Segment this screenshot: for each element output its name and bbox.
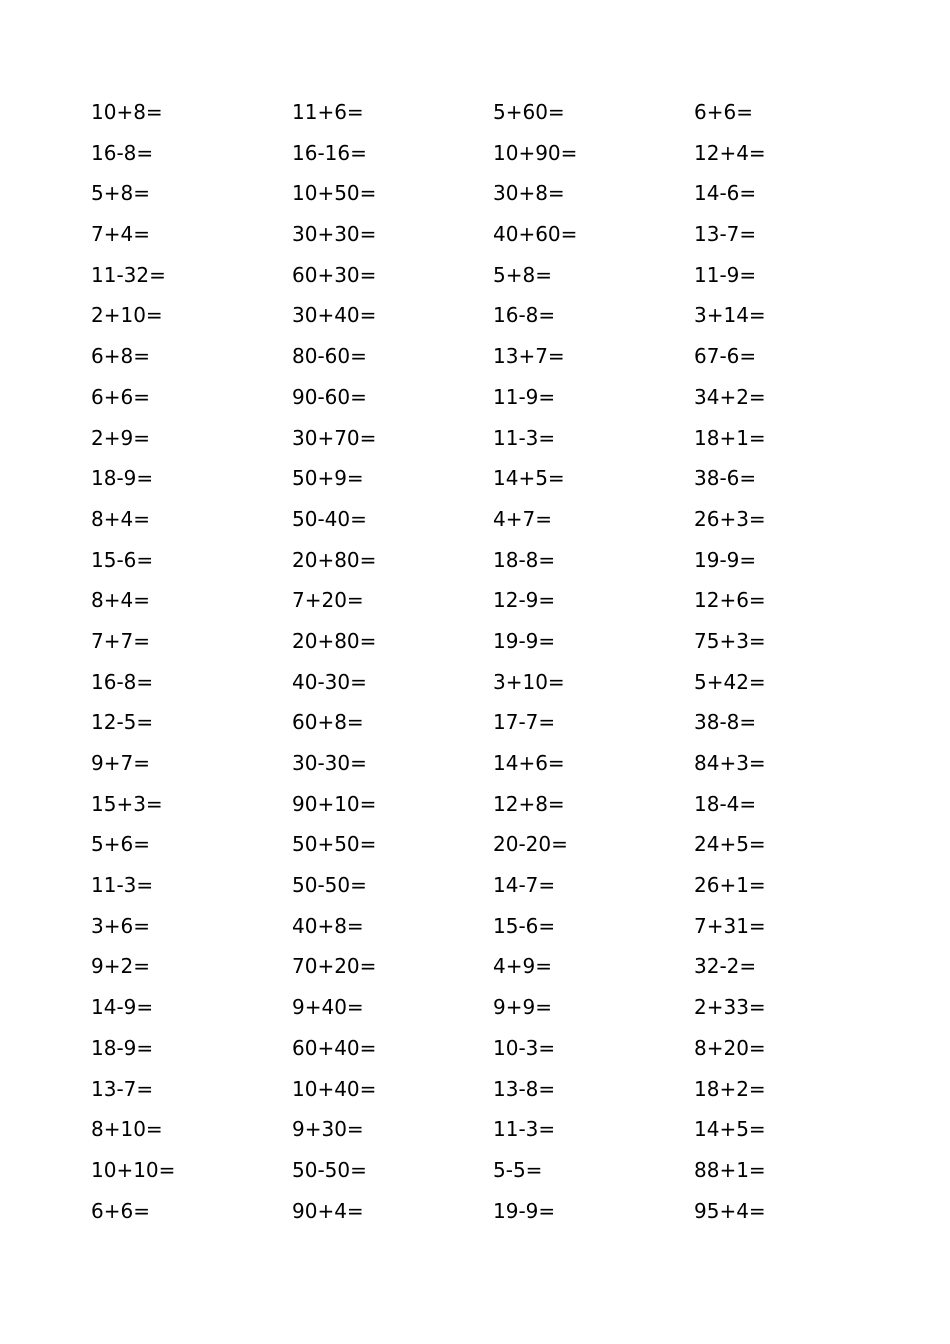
math-problem: 5+42= — [694, 669, 766, 694]
math-problem: 13-7= — [91, 1076, 154, 1101]
math-problem: 16-16= — [292, 140, 367, 165]
math-problem: 88+1= — [694, 1157, 766, 1182]
math-problem: 18-9= — [91, 1035, 154, 1060]
math-problem: 10+90= — [493, 140, 578, 165]
math-problem: 9+40= — [292, 995, 364, 1020]
math-problem: 16-8= — [91, 669, 154, 694]
math-problem: 34+2= — [694, 384, 766, 409]
math-problem: 95+4= — [694, 1198, 766, 1223]
math-problem: 10+40= — [292, 1076, 377, 1101]
math-problem: 5+8= — [91, 181, 150, 206]
math-problem: 4+9= — [493, 954, 552, 979]
math-problem: 50-50= — [292, 1157, 367, 1182]
math-problem: 50+50= — [292, 832, 377, 857]
math-problem: 3+14= — [694, 303, 766, 328]
math-problem: 32-2= — [694, 954, 757, 979]
math-problem: 2+10= — [91, 303, 163, 328]
math-problem: 10+8= — [91, 100, 163, 124]
math-problem: 11+6= — [292, 100, 364, 124]
math-problem: 15-6= — [91, 547, 154, 572]
math-problem: 60+30= — [292, 262, 377, 287]
math-problem: 5+8= — [493, 262, 552, 287]
math-problem: 18-4= — [694, 791, 757, 816]
math-problem: 30+70= — [292, 425, 377, 450]
math-problem: 16-8= — [91, 140, 154, 165]
math-problem: 16-8= — [493, 303, 556, 328]
math-problem: 40+60= — [493, 222, 578, 247]
math-problem: 24+5= — [694, 832, 766, 857]
math-problem: 17-7= — [493, 710, 556, 735]
math-problem: 20+80= — [292, 628, 377, 653]
math-problem: 11-9= — [493, 384, 556, 409]
math-problem: 38-8= — [694, 710, 757, 735]
math-problem: 11-3= — [91, 873, 154, 898]
math-problem: 15+3= — [91, 791, 163, 816]
math-problem: 30+30= — [292, 222, 377, 247]
math-problem: 60+40= — [292, 1035, 377, 1060]
math-problem: 20-20= — [493, 832, 568, 857]
math-problem: 9+30= — [292, 1117, 364, 1142]
math-problem: 11-3= — [493, 425, 556, 450]
math-problem: 26+1= — [694, 873, 766, 898]
math-problem: 80-60= — [292, 344, 367, 369]
math-problem: 10+50= — [292, 181, 377, 206]
math-problem: 9+2= — [91, 954, 150, 979]
math-problem: 90-60= — [292, 384, 367, 409]
math-problem: 90+10= — [292, 791, 377, 816]
math-problem: 6+6= — [91, 384, 150, 409]
math-problem: 13-7= — [694, 222, 757, 247]
math-problem: 4+7= — [493, 506, 552, 531]
math-problem: 10+10= — [91, 1157, 176, 1182]
math-problem: 30+40= — [292, 303, 377, 328]
math-problem: 14+5= — [694, 1117, 766, 1142]
math-problem: 5-5= — [493, 1157, 543, 1182]
math-problem: 26+3= — [694, 506, 766, 531]
math-problem: 7+31= — [694, 913, 766, 938]
math-problem: 30+8= — [493, 181, 565, 206]
math-problem: 84+3= — [694, 751, 766, 775]
math-problem: 13+7= — [493, 344, 565, 369]
math-problem: 50-40= — [292, 506, 367, 531]
math-problem: 6+6= — [694, 100, 753, 124]
math-problem: 40-30= — [292, 669, 367, 694]
math-problem: 10-3= — [493, 1035, 556, 1060]
math-problem: 18+2= — [694, 1076, 766, 1101]
math-problem: 12-9= — [493, 588, 556, 613]
math-problem: 9+9= — [493, 995, 552, 1020]
math-problem: 14-7= — [493, 873, 556, 898]
math-problem: 38-6= — [694, 466, 757, 491]
math-problem: 9+7= — [91, 751, 150, 775]
math-problem: 70+20= — [292, 954, 377, 979]
math-problem: 8+4= — [91, 506, 150, 531]
math-problem: 20+80= — [292, 547, 377, 572]
math-problem: 75+3= — [694, 628, 766, 653]
math-problem: 12-5= — [91, 710, 154, 735]
math-problem: 18+1= — [694, 425, 766, 450]
math-problem: 8+4= — [91, 588, 150, 613]
math-problem: 90+4= — [292, 1198, 364, 1223]
math-problem: 12+4= — [694, 140, 766, 165]
math-problem: 3+6= — [91, 913, 150, 938]
arithmetic-worksheet — [91, 92, 891, 1231]
math-problem: 14+6= — [493, 751, 565, 775]
math-problem: 19-9= — [493, 628, 556, 653]
math-problem: 19-9= — [694, 547, 757, 572]
math-problem: 15-6= — [493, 913, 556, 938]
math-problem: 40+8= — [292, 913, 364, 938]
math-problem: 5+6= — [91, 832, 150, 857]
math-problem: 30-30= — [292, 751, 367, 775]
math-problem: 11-9= — [694, 262, 757, 287]
math-problem: 7+4= — [91, 222, 150, 247]
math-problem: 11-32= — [91, 262, 166, 287]
math-problem: 19-9= — [493, 1198, 556, 1223]
math-problem: 13-8= — [493, 1076, 556, 1101]
math-problem: 5+60= — [493, 100, 565, 124]
math-problem: 60+8= — [292, 710, 364, 735]
math-problem: 12+8= — [493, 791, 565, 816]
math-problem: 7+20= — [292, 588, 364, 613]
math-problem: 6+6= — [91, 1198, 150, 1223]
math-problem: 67-6= — [694, 344, 757, 369]
math-problem: 14+5= — [493, 466, 565, 491]
math-problem: 12+6= — [694, 588, 766, 613]
math-problem: 8+20= — [694, 1035, 766, 1060]
math-problem: 18-8= — [493, 547, 556, 572]
math-problem: 3+10= — [493, 669, 565, 694]
math-problem: 14-6= — [694, 181, 757, 206]
math-problem: 6+8= — [91, 344, 150, 369]
math-problem: 2+9= — [91, 425, 150, 450]
math-problem: 2+33= — [694, 995, 766, 1020]
math-problem: 50+9= — [292, 466, 364, 491]
math-problem: 18-9= — [91, 466, 154, 491]
math-problem: 8+10= — [91, 1117, 163, 1142]
math-problem: 50-50= — [292, 873, 367, 898]
math-problem: 11-3= — [493, 1117, 556, 1142]
math-problem: 14-9= — [91, 995, 154, 1020]
math-problem: 7+7= — [91, 628, 150, 653]
